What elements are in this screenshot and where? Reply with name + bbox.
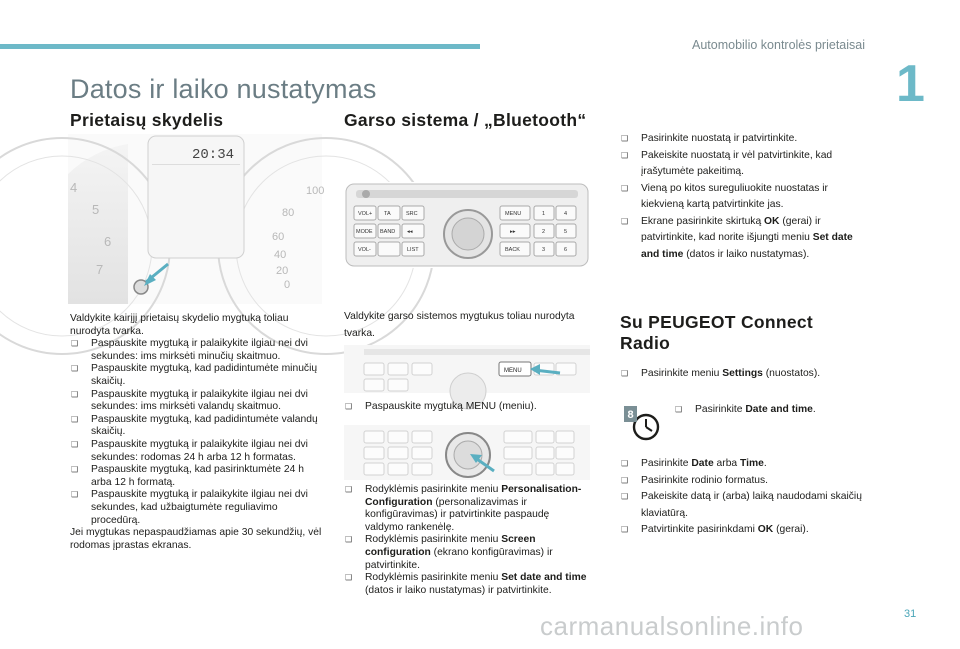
list-item: ❑ Pasirinkite Date arba Time. [620, 456, 870, 473]
vol-plus-label: VOL+ [358, 211, 373, 217]
radio-panel-illustration [344, 182, 590, 268]
instrument-panel-intro: Valdykite kairįjį prietaisų skydelio mygtuką toliau nurodyta tvarka. [70, 313, 289, 337]
list-item: ❑ Pasirinkite nuostatą ir patvirtinkite. [620, 131, 870, 148]
svg-text:40: 40 [274, 249, 287, 261]
svg-text:60: 60 [272, 231, 285, 243]
list-item: ❑ Pakeiskite datą ir (arba) laiką naudodami skaičių klaviatūrą. [620, 489, 870, 522]
instrument-panel-steps [70, 338, 325, 527]
preset-label: 5 [564, 229, 568, 235]
list-item: ❑ Paspauskite mygtuką ir palaikykite ilgiau nei dvi sekundes, kad užbaigtumėte reguliavimo procedūrą. [70, 489, 325, 527]
clock-settings-icon [624, 406, 662, 442]
list-item: ❑ Paspauskite mygtuką ir palaikykite ilgiau nei dvi sekundes: ims mirksėti minučių skaitmuo. [70, 338, 325, 363]
preset-label: 2 [542, 229, 546, 235]
list-item: ❑ Pasirinkite rodinio formatus. [620, 473, 870, 490]
connect-step-settings [620, 368, 870, 381]
preset-label: 1 [542, 211, 546, 217]
list-item: ❑ Paspauskite mygtuką ir palaikykite ilgiau nei dvi sekundes: rodomas 24 h arba 12 h formatas. [70, 439, 325, 464]
connect-heading: Su PEUGEOT Connect Radio [620, 312, 814, 353]
svg-text:7: 7 [96, 262, 104, 277]
audio-steps-scroll [344, 484, 590, 597]
instrument-panel-text [70, 313, 325, 552]
audio-steps-right [620, 131, 870, 263]
list-item: ❑ Rodyklėmis pasirinkite meniu Screen configuration (ekrano konfigūravimas) ir patvirtinkite. [344, 534, 590, 572]
back-label: BACK [505, 247, 520, 253]
svg-text:80: 80 [282, 207, 295, 219]
list-label: LIST [407, 247, 419, 253]
list-item: ❑ Rodyklėmis pasirinkite meniu Personalisation- Configuration (personalizavimas ir konfigūravimas) ir patvirtinkite paspaudę valdymo rankenėlę. [344, 484, 590, 534]
list-item: ❑ Paspauskite mygtuką MENU (meniu). [344, 401, 584, 414]
audio-step-menu [344, 401, 584, 414]
audio-intro: Valdykite garso sistemos mygtukus toliau nurodyta tvarka. [344, 311, 575, 339]
band-label: BAND [380, 229, 396, 235]
svg-text:4: 4 [70, 180, 78, 195]
vol-minus-label: VOL- [358, 247, 371, 253]
left-panel-button[interactable] [134, 280, 148, 294]
list-item: ❑ Paspauskite mygtuką, kad pasirinktumėte 24 h arba 12 h formatą. [70, 464, 325, 489]
instrument-panel-heading: Prietaisų skydelis [70, 110, 224, 130]
prev-label: ◂◂ [407, 229, 413, 235]
page-number: 31 [904, 608, 917, 620]
list-item: ❑ Vieną po kitos sureguliuokite nuostatas ir kiekvieną kartą patvirtinkite jas. [620, 181, 870, 214]
audio-heading: Garso sistema / „Bluetooth“ [344, 110, 587, 130]
watermark: carmanualsonline.info [540, 611, 804, 641]
radio-menu-illustration [344, 345, 590, 393]
list-item: ❑ Paspauskite mygtuką, kad padidintumėte minučių skaičių. [70, 363, 325, 388]
list-item: ❑ Patvirtinkite pasirinkdami OK (gerai). [620, 522, 870, 539]
svg-text:6: 6 [104, 234, 112, 249]
connect-step-date-time [674, 404, 874, 417]
svg-text:20: 20 [276, 265, 289, 277]
list-item: ❑ Paspauskite mygtuką, kad padidintumėte valandų skaičių. [70, 414, 325, 439]
header-accent-bar [0, 44, 480, 49]
clock-display: 20:34 [191, 147, 234, 163]
instrument-panel-figure [68, 134, 325, 304]
next-label: ▸▸ [510, 229, 516, 235]
preset-label: 6 [564, 247, 568, 253]
section-header: Automobilio kontrolės prietaisai [692, 38, 866, 52]
instrument-panel-illustration [68, 134, 325, 304]
preset-label: 4 [564, 211, 568, 217]
menu-label: MENU [505, 211, 522, 217]
instrument-panel-outro: Jei mygtukas nepaspaudžiamas apie 30 sekundžių, vėl rodomas įprastas ekranas. [70, 527, 322, 551]
chapter-number: 1 [896, 55, 925, 113]
audio-panel-figure [344, 182, 590, 268]
svg-text:5: 5 [92, 202, 100, 217]
svg-text:100: 100 [306, 185, 325, 197]
list-item: ❑ Pasirinkite Date and time. [674, 404, 874, 417]
src-label: SRC [406, 211, 418, 217]
radio-knob-figure [344, 425, 590, 480]
page-title: Datos ir laiko nustatymas [70, 74, 377, 104]
connect-steps [620, 456, 870, 539]
list-item: ❑ Paspauskite mygtuką ir palaikykite ilgiau nei dvi sekundes: ims mirksėti valandų skaitmuo. [70, 389, 325, 414]
list-item: ❑ Pasirinkite meniu Settings (nuostatos). [620, 368, 870, 381]
menu-button-label: MENU [504, 368, 522, 374]
svg-text:0: 0 [284, 279, 291, 291]
list-item: ❑ Pakeiskite nuostatą ir vėl patvirtinkite, kad įrašytumėte pakeitimą. [620, 148, 870, 181]
mode-label: MODE [356, 229, 373, 235]
list-item: ❑ Rodyklėmis pasirinkite meniu Set date and time (datos ir laiko nustatymas) ir patvirtinkite. [344, 572, 590, 597]
ta-label: TA [384, 211, 391, 217]
radio-knob-illustration [344, 425, 590, 480]
radio-menu-figure [344, 345, 590, 393]
icon-badge: 8 [627, 409, 634, 421]
list-item: ❑ Ekrane pasirinkite skirtuką OK (gerai) ir patvirtinkite, kad norite išjungti meniu Set date and time (datos ir laiko nustatymas). [620, 214, 870, 264]
preset-label: 3 [542, 247, 546, 253]
